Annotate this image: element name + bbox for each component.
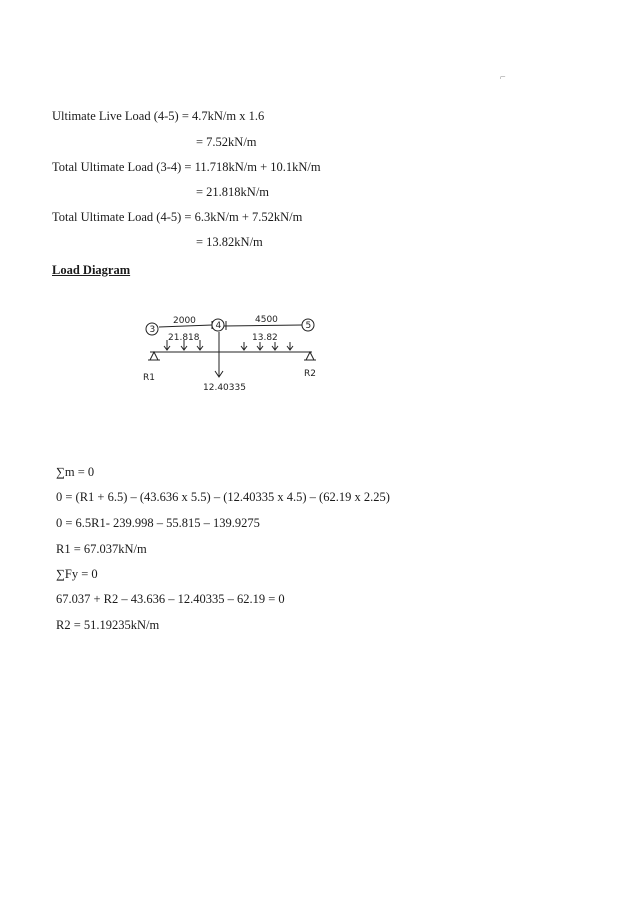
ultimate-live-load-result: = 7.52kN/m xyxy=(196,135,257,149)
node-5-label: 5 xyxy=(305,321,312,331)
total-ultimate-load-3-4-result: = 21.818kN/m xyxy=(196,185,270,199)
node-4-label: 4 xyxy=(215,321,222,331)
ultimate-live-load-line: Ultimate Live Load (4-5) = 4.7kN/m x 1.6 xyxy=(52,109,265,123)
right-support-icon xyxy=(306,352,314,360)
r2-result-line: R2 = 51.19235kN/m xyxy=(56,618,160,632)
left-support-icon xyxy=(150,352,158,360)
total-ultimate-load-4-5-result: = 13.82kN/m xyxy=(196,235,263,249)
reaction-r1-label: R1 xyxy=(143,373,155,383)
moment-equation-line: 0 = (R1 + 6.5) – (43.636 x 5.5) – (12.40335 x 4.5) – (62.19 x 2.25) xyxy=(56,490,390,504)
reaction-r2-label: R2 xyxy=(304,369,316,379)
moment-expanded-line: 0 = 6.5R1- 239.998 – 55.815 – 139.9275 xyxy=(56,516,260,530)
dimension-line-span-2 xyxy=(224,325,302,326)
scan-speck: ⌐ xyxy=(500,72,506,83)
sum-moments-line: ∑m = 0 xyxy=(56,465,95,479)
point-load-label: 12.40335 xyxy=(203,383,246,393)
load-diagram-heading: Load Diagram xyxy=(52,263,131,277)
sum-forces-line: ∑Fy = 0 xyxy=(56,567,98,581)
total-ultimate-load-4-5-line: Total Ultimate Load (4-5) = 6.3kN/m + 7.52kN/m xyxy=(52,210,303,224)
r1-result-line: R1 = 67.037kN/m xyxy=(56,542,147,556)
total-ultimate-load-3-4-line: Total Ultimate Load (3-4) = 11.718kN/m + 10.1kN/m xyxy=(52,160,321,174)
force-equation-line: 67.037 + R2 – 43.636 – 12.40335 – 62.19 = 0 xyxy=(56,592,285,606)
span-1-length-label: 2000 xyxy=(173,316,196,326)
node-3-label: 3 xyxy=(149,325,156,335)
span-1-load-label: 21.818 xyxy=(168,333,200,343)
span-2-load-label: 13.82 xyxy=(252,333,278,343)
span-2-length-label: 4500 xyxy=(255,315,278,325)
load-diagram xyxy=(140,310,340,400)
